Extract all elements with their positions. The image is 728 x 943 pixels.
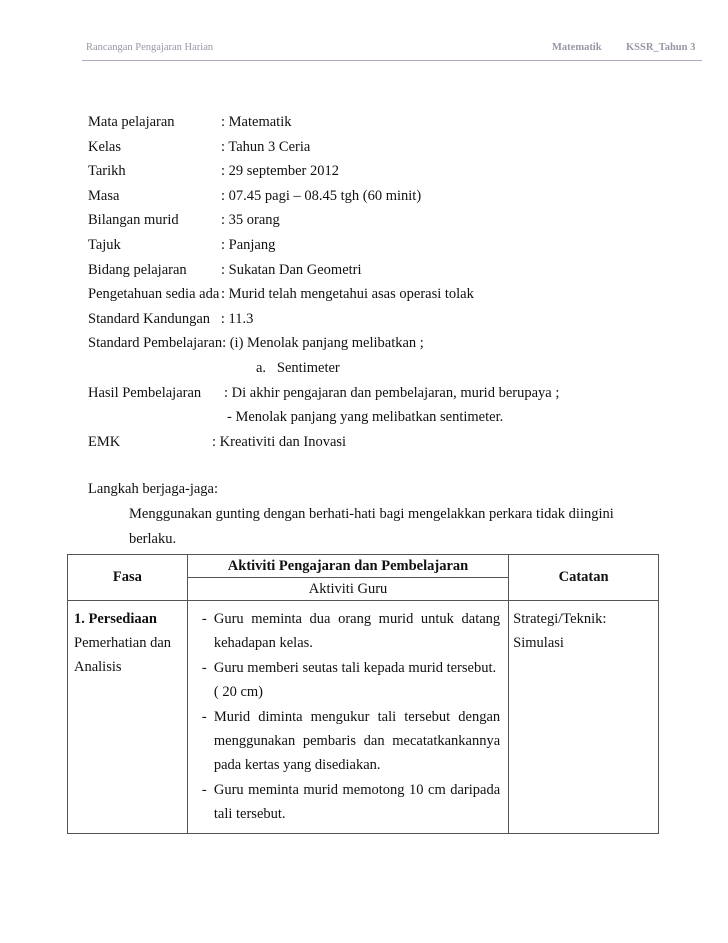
activity-item: [202, 607, 500, 631]
info-value: : Matematik: [221, 114, 292, 130]
fasa-subtitle: Analisis: [74, 659, 122, 675]
activity-continuation: ( 20 cm): [213, 684, 263, 701]
info-value: : 29 september 2012: [221, 163, 339, 180]
emk-row: [88, 430, 688, 455]
activity-continuation: pada kertas yang disediakan.: [213, 757, 381, 774]
info-row: [88, 258, 688, 283]
activity-continuation: tali tersebut.: [213, 806, 286, 823]
catatan-text: Strategi/Teknik:: [513, 611, 607, 627]
emk-label: EMK: [88, 433, 121, 450]
activity-text: Murid diminta mengukur tali tersebut dengan: [213, 708, 501, 725]
activity-item: [202, 778, 500, 802]
page-header: [86, 42, 700, 56]
hasil-pembelajaran-sub: [88, 405, 688, 430]
table-group-header: Aktiviti Pengajaran dan Pembelajaran: [187, 555, 508, 578]
standard-pembelajaran-sub: [88, 356, 688, 381]
activity-item: [202, 656, 500, 680]
bullet-dash: -: [201, 781, 207, 798]
activity-item: [202, 705, 500, 729]
info-label: Bidang pelajaran: [88, 261, 187, 278]
hasil-sub-item: - Menolak panjang yang melibatkan sentimeter.: [227, 409, 504, 426]
info-label: Tajuk: [88, 236, 121, 253]
hasil-value: : Di akhir pengajaran dan pembelajaran, murid berupaya ;: [224, 384, 560, 401]
precautions-line-2: berlaku.: [129, 531, 177, 547]
activity-text: Guru meminta murid memotong 10 cm daripada: [213, 781, 501, 798]
emk-value: : Kreativiti dan Inovasi: [212, 433, 347, 450]
standard-kandungan-text: Standard Kandungan : 11.3: [88, 310, 254, 327]
standard-pembelajaran-text: Standard Pembelajaran: (i) Menolak panjang melibatkan ;: [88, 335, 424, 352]
activity-continuation: kehadapan kelas.: [213, 635, 313, 652]
activity-continuation: menggunakan pembaris dan mecatatkankannya: [213, 733, 501, 750]
lesson-info: [88, 110, 688, 454]
info-row: [88, 135, 688, 160]
bullet-dash: -: [201, 611, 207, 627]
bullet-dash: -: [201, 708, 207, 725]
info-row: [88, 208, 688, 233]
info-row: [88, 159, 688, 184]
column-header-fasa: Fasa: [68, 555, 188, 601]
info-label: Pengetahuan sedia ada: [88, 286, 220, 303]
activity-table: [67, 554, 659, 834]
standard-pembelajaran: [88, 331, 688, 356]
hasil-label: Hasil Pembelajaran: [88, 384, 202, 401]
info-label: Kelas: [88, 138, 122, 155]
info-value: : Murid telah mengetahui asas operasi tolak: [221, 286, 474, 303]
fasa-title: 1. Persediaan: [74, 611, 157, 627]
catatan-text: Simulasi: [513, 635, 564, 651]
info-value: : Sukatan Dan Geometri: [221, 261, 362, 278]
precautions-line-1: Menggunakan gunting dengan berhati-hati bagi mengelakkan perkara tidak diingini: [129, 506, 614, 522]
column-header-catatan: Catatan: [509, 555, 659, 601]
column-header-aktiviti-guru: Aktiviti Guru: [187, 578, 508, 601]
info-row: [88, 282, 688, 307]
info-value: : 35 orang: [221, 212, 280, 229]
header-subject: Matematik: [552, 42, 602, 53]
info-label: Masa: [88, 187, 120, 204]
fasa-cell: [68, 601, 188, 834]
header-document-title: Rancangan Pengajaran Harian: [86, 42, 214, 53]
header-divider: [82, 60, 702, 61]
table-row: [68, 601, 659, 834]
info-label: Mata pelajaran: [88, 114, 175, 130]
activity-text: Guru memberi seutas tali kepada murid tersebut.: [213, 659, 497, 676]
info-value: : Panjang: [221, 236, 276, 253]
activity-text: Guru meminta dua orang murid untuk datang: [213, 611, 501, 627]
standard-kandungan: [88, 307, 688, 332]
info-row: [88, 110, 688, 135]
info-value: : 07.45 pagi – 08.45 tgh (60 minit): [221, 187, 422, 204]
standard-sub-item: a. Sentimeter: [256, 359, 340, 376]
info-row: [88, 184, 688, 209]
info-label: Tarikh: [88, 163, 126, 180]
bullet-dash: -: [201, 659, 207, 676]
info-label: Bilangan murid: [88, 212, 179, 229]
info-row: [88, 233, 688, 258]
aktiviti-guru-cell: [187, 601, 508, 834]
hasil-pembelajaran: [88, 381, 688, 406]
fasa-subtitle: Pemerhatian dan: [74, 635, 172, 651]
catatan-cell: [509, 601, 659, 834]
header-curriculum: KSSR_Tahun 3: [626, 42, 696, 53]
info-value: : Tahun 3 Ceria: [221, 138, 311, 155]
precautions-title: Langkah berjaga-jaga:: [88, 481, 219, 497]
